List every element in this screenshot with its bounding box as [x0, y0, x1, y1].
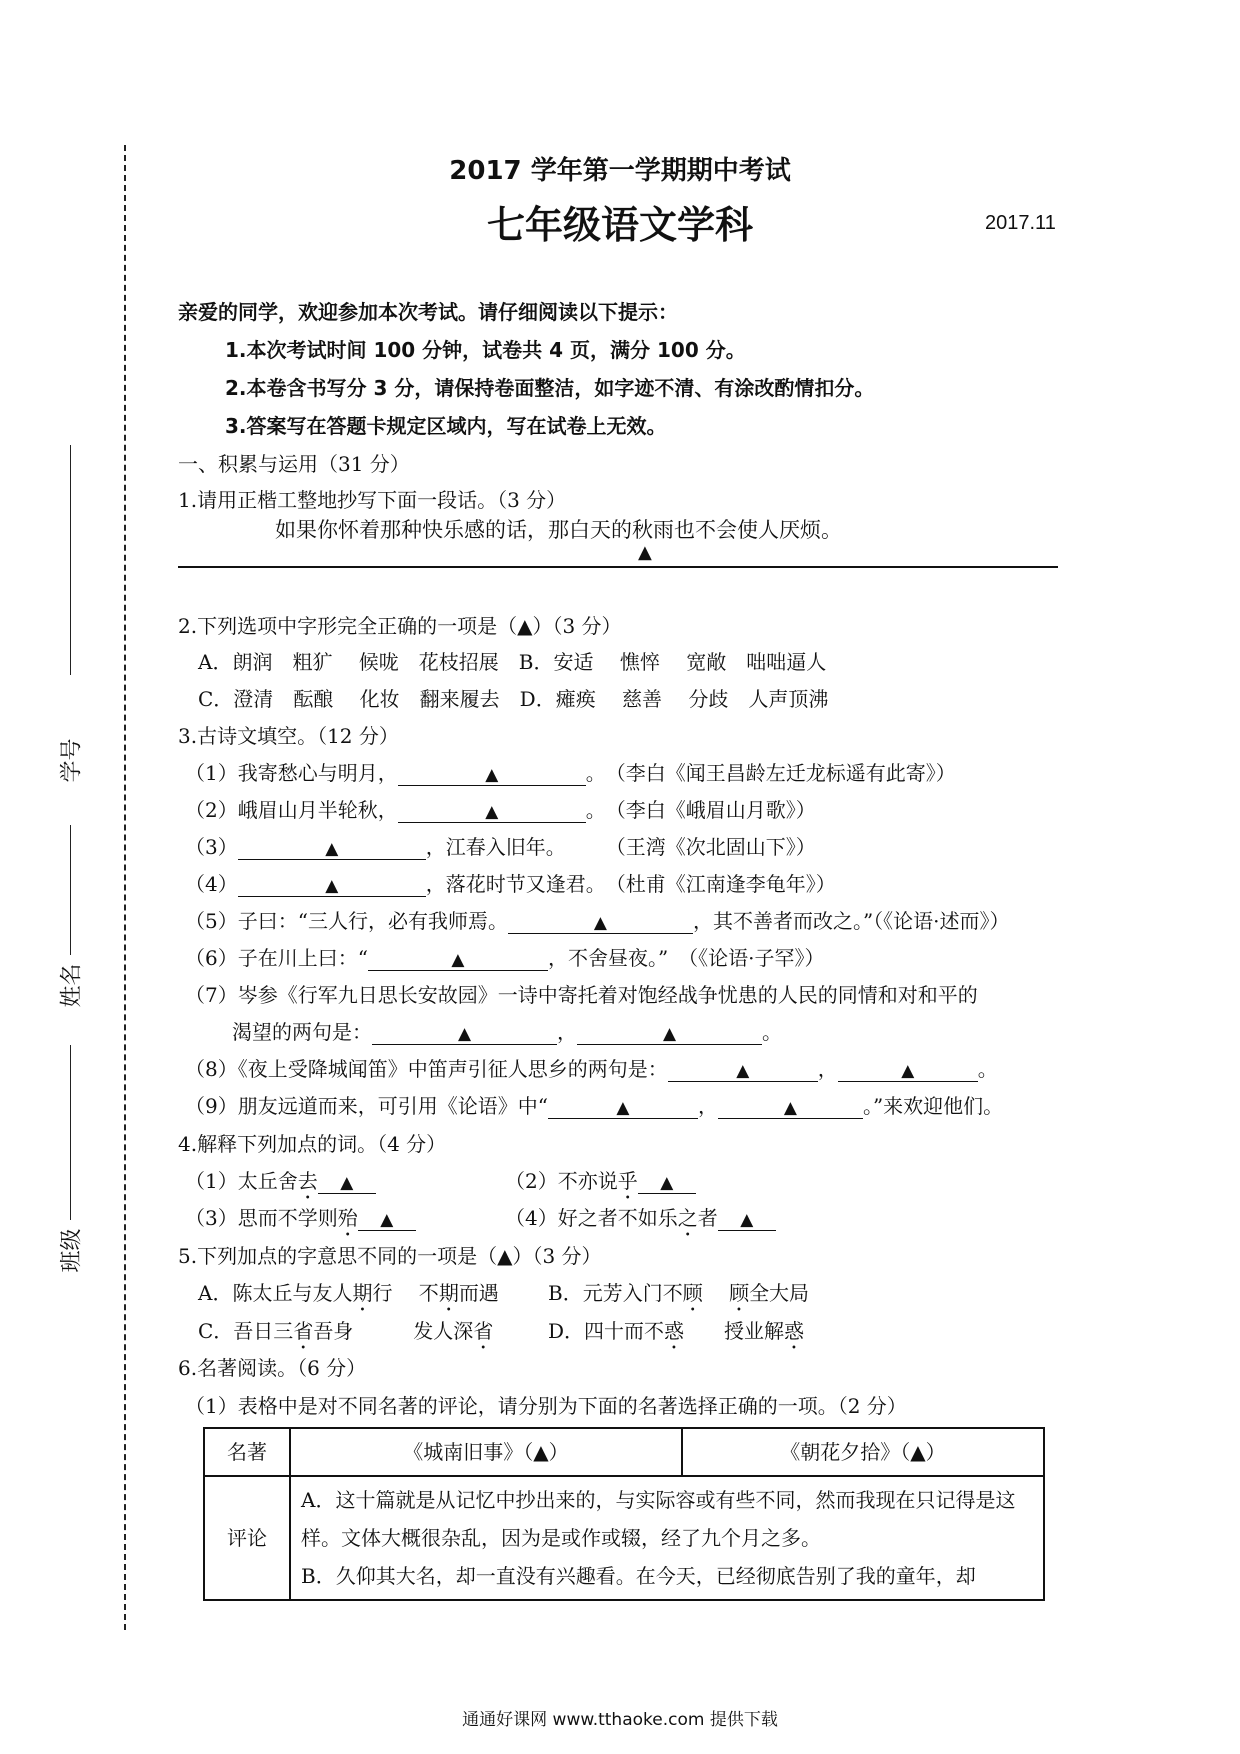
- q3-item-9-prefix: （9）朋友远道而来，可引用《论语》中“: [185, 1094, 548, 1118]
- q3-item-2-prefix: （2）峨眉山月半轮秋，: [185, 798, 398, 822]
- q3-item-7-line-2: [232, 1016, 782, 1045]
- q3-blank-1[interactable]: [398, 762, 586, 786]
- q3-item-5-suffix: ，其不善者而改之。”（《论语·述而》）: [692, 909, 1010, 933]
- footer-source: 通通好课网 www.tthaoke.com 提供下载: [462, 1710, 778, 1730]
- q3-item-4-prefix: （4）: [185, 872, 238, 896]
- q4-item-3-dotted: 殆: [337, 1206, 358, 1230]
- blank-mark: ▲: [380, 1210, 394, 1230]
- q5-c-text-1: C．吾日三: [198, 1319, 294, 1343]
- q3-item-8-prefix: （8）《夜上受降城闻笛》中笛声引征人思乡的两句是：: [185, 1057, 668, 1081]
- q3-item-1: [185, 757, 956, 786]
- q3-item-2-suffix: 。 （李白《峨眉山月歌》）: [585, 798, 816, 822]
- blank-mark: ▲: [662, 1024, 677, 1044]
- q3-item-7-line-1: （7）岑参《行军九日思长安故园》一诗中寄托着对饱经战争忧患的人民的同情和对和平的: [185, 983, 978, 1007]
- exam-date: 2017.11: [985, 212, 1056, 234]
- q5-a-text-1: A．陈太丘与友人: [198, 1281, 353, 1305]
- q3-blank-8b[interactable]: [838, 1058, 978, 1082]
- q3-blank-7a[interactable]: [372, 1021, 557, 1045]
- blank-mark: ▲: [457, 1024, 472, 1044]
- q5-b-text-2: 全大局: [749, 1281, 810, 1305]
- comma: ，: [697, 1094, 718, 1118]
- q4-item-3: [185, 1202, 416, 1241]
- comment-a: A．这十篇就是从记忆中抄出来的，与实际容或有些不同，然而我现在只记得是这样。文体大概很杂乱，因为是或作或辍，经了九个月之多。: [301, 1488, 1016, 1550]
- q4-item-4-dotted: 之: [677, 1206, 698, 1230]
- q3-item-3-prefix: （3）: [185, 835, 238, 859]
- q3-item-3-suffix: ，江春入旧年。 （王湾《次北固山下》）: [425, 835, 816, 859]
- q5-a-text-3: 而遇: [458, 1281, 499, 1305]
- q3-blank-8a[interactable]: [668, 1058, 818, 1082]
- q3-item-1-suffix: 。 （李白《闻王昌龄左迁龙标遥有此寄》）: [585, 761, 956, 785]
- q3-item-1-prefix: （1）我寄愁心与明月，: [185, 761, 398, 785]
- q5-option-c: [198, 1315, 493, 1354]
- blank-mark: ▲: [485, 802, 499, 822]
- table-header-book: 名著: [204, 1428, 290, 1476]
- q5-b-dotted-2: 顾: [729, 1281, 750, 1305]
- q3-item-5-prefix: （5）子曰：“三人行，必有我师焉。: [185, 909, 508, 933]
- q3-item-9: [185, 1090, 1003, 1119]
- exam-title: 2017 学年第一学期期中考试: [449, 156, 791, 186]
- q3-item-2: [185, 794, 816, 823]
- q5-c-dotted-1: 省: [293, 1319, 314, 1343]
- student-id-line: [70, 445, 71, 675]
- section-title: 一、积累与运用（31 分）: [178, 452, 410, 476]
- q5-b-text-1: B．元芳入门不: [548, 1281, 683, 1305]
- class-line: [70, 1045, 71, 1220]
- q5-c-text-2: 吾身 发人深: [313, 1319, 474, 1343]
- q5-d-dotted-2: 惑: [784, 1319, 805, 1343]
- q4-item-1-dotted: 去: [297, 1169, 318, 1193]
- blank-mark: ▲: [660, 1173, 674, 1193]
- notice-item-2: 2.本卷含书写分 3 分，请保持卷面整洁，如字迹不清、有涂改酌情扣分。: [225, 376, 875, 400]
- q3-item-3: [185, 831, 816, 860]
- comma: ，: [817, 1057, 838, 1081]
- name-line: [70, 825, 71, 955]
- blank-mark: ▲: [783, 1098, 797, 1118]
- q6-stem: 6.名著阅读。（6 分）: [178, 1356, 367, 1380]
- q3-item-7-prefix: 渴望的两句是：: [232, 1020, 372, 1044]
- q4-item-1-text: （1）太丘舍: [185, 1169, 298, 1193]
- q1-stem: 1.请用正楷工整地抄写下面一段话。（3 分）: [178, 488, 567, 512]
- q4-item-4-tail: 者: [697, 1206, 718, 1230]
- q4-item-4: [505, 1202, 776, 1241]
- class-label: 班级: [59, 1228, 85, 1273]
- comment-b: B．久仰其大名，却一直没有兴趣看。在今天，已经彻底告别了我的童年，却: [301, 1564, 976, 1588]
- q3-item-8: [185, 1053, 998, 1082]
- blank-mark: ▲: [325, 839, 339, 859]
- q5-b-dotted-1: 顾: [682, 1281, 703, 1305]
- q3-blank-7b[interactable]: [577, 1021, 762, 1045]
- q3-blank-9b[interactable]: [718, 1095, 863, 1119]
- cut-line: [124, 145, 126, 1630]
- subject-title: 七年级语文学科: [486, 203, 753, 247]
- period: 。: [977, 1057, 998, 1081]
- table-row: [204, 1476, 1044, 1600]
- q5-d-text-1: D．四十而不: [548, 1319, 665, 1343]
- q3-stem: 3.古诗文填空。（12 分）: [178, 724, 399, 748]
- comma: ，: [557, 1020, 577, 1044]
- q2-options-row-1: A．朗润 粗犷 候咙 花枝招展 B．安适 憔悴 宽敞 咄咄逼人: [198, 650, 827, 674]
- q4-item-3-text: （3）思而不学则: [185, 1206, 338, 1230]
- q3-item-9-suffix: 。”来欢迎他们。: [862, 1094, 1004, 1118]
- notice-item-1: 1.本次考试时间 100 分钟，试卷共 4 页，满分 100 分。: [225, 338, 746, 362]
- blank-mark: ▲: [593, 913, 607, 933]
- q2-stem: 2.下列选项中字形完全正确的一项是（▲）（3 分）: [178, 614, 622, 638]
- q4-item-1: [185, 1165, 376, 1204]
- q4-item-2: [505, 1165, 696, 1204]
- blank-mark: ▲: [901, 1061, 915, 1081]
- q2-options-row-2: C．澄清 酝酿 化妆 翻来履去 D．瘫痪 慈善 分歧 人声顶沸: [198, 687, 829, 711]
- q3-blank-5[interactable]: [508, 910, 693, 934]
- q3-blank-4[interactable]: [238, 873, 426, 897]
- q3-item-4: [185, 868, 836, 897]
- q3-item-6-prefix: （6）子在川上曰：“: [185, 946, 368, 970]
- blank-mark: ▲: [340, 1173, 354, 1193]
- blank-mark: ▲: [485, 765, 499, 785]
- q5-a-text-2: 行 不: [372, 1281, 439, 1305]
- q3-blank-9a[interactable]: [548, 1095, 698, 1119]
- q5-option-d: [548, 1315, 804, 1354]
- q3-item-4-suffix: ，落花时节又逢君。 （杜甫《江南逢李龟年》）: [425, 872, 836, 896]
- q5-option-b: [548, 1277, 809, 1316]
- q4-item-2-dotted: 乎: [617, 1169, 638, 1193]
- books-table: [203, 1427, 1045, 1601]
- q4-stem: 4.解释下列加点的词。（4 分）: [178, 1132, 447, 1156]
- blank-mark: ▲: [616, 1098, 630, 1118]
- binding-margin: [40, 445, 100, 1315]
- period: 。: [762, 1020, 782, 1044]
- blank-mark: ▲: [740, 1210, 754, 1230]
- q3-blank-6[interactable]: [368, 947, 548, 971]
- q3-item-5: [185, 905, 1010, 934]
- q5-a-dotted-1: 期: [352, 1281, 373, 1305]
- q6-sub-1: （1）表格中是对不同名著的评论，请分别为下面的名著选择正确的一项。（2 分）: [185, 1394, 907, 1418]
- table-row: [204, 1428, 1044, 1476]
- blank-mark: ▲: [736, 1061, 750, 1081]
- name-label: 姓名: [59, 963, 85, 1008]
- q5-c-dotted-2: 省: [473, 1319, 494, 1343]
- q5-stem: 5.下列加点的字意思不同的一项是（▲）（3 分）: [178, 1244, 602, 1268]
- q3-item-6-suffix: ，不舍昼夜。” （《论语·子罕》）: [547, 946, 825, 970]
- q5-a-dotted-2: 期: [438, 1281, 459, 1305]
- q1-text: 如果你怀着那种快乐感的话，那白天的秋雨也不会使人厌烦。: [275, 518, 842, 542]
- table-header-book-1: 《城南旧事》（▲）: [290, 1428, 682, 1476]
- q4-item-4-text: （4）好之者不如乐: [505, 1206, 678, 1230]
- q5-option-a: [198, 1277, 499, 1316]
- table-comments: [290, 1476, 1044, 1600]
- blank-mark: ▲: [451, 950, 465, 970]
- q5-d-dotted-1: 惑: [664, 1319, 685, 1343]
- q1-answer-line: [178, 566, 1058, 568]
- blank-mark: ▲: [325, 876, 339, 896]
- q1-answer-mark: ▲: [638, 542, 652, 563]
- notice-intro: 亲爱的同学，欢迎参加本次考试。请仔细阅读以下提示：: [178, 300, 678, 324]
- table-row-label: 评论: [204, 1476, 290, 1600]
- q4-blank-4[interactable]: [718, 1207, 776, 1231]
- table-header-book-2: 《朝花夕拾》（▲）: [682, 1428, 1044, 1476]
- student-id-label: 学号: [59, 738, 85, 783]
- q4-blank-2[interactable]: [638, 1170, 696, 1194]
- q4-blank-1[interactable]: [318, 1170, 376, 1194]
- notice-item-3: 3.答案写在答题卡规定区域内，写在试卷上无效。: [225, 414, 667, 438]
- q5-d-text-2: 授业解: [724, 1319, 785, 1343]
- q3-blank-2[interactable]: [398, 799, 586, 823]
- q3-blank-3[interactable]: [238, 836, 426, 860]
- q4-item-2-text: （2）不亦说: [505, 1169, 618, 1193]
- q3-item-6: [185, 942, 825, 971]
- q4-blank-3[interactable]: [358, 1207, 416, 1231]
